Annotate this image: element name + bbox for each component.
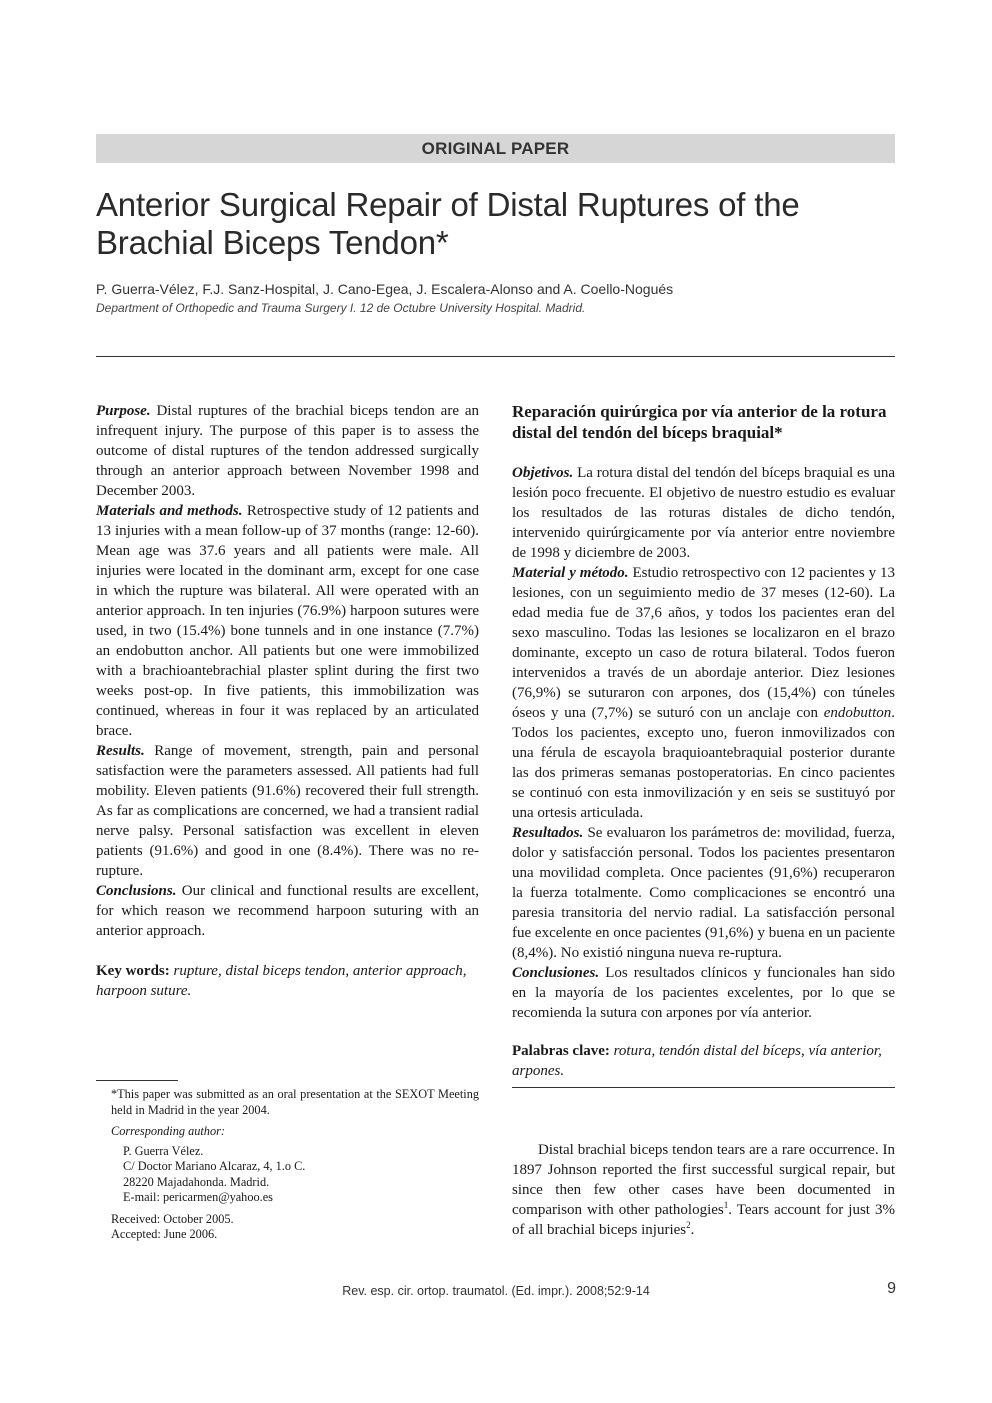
abstract-methods	[96, 501, 479, 741]
author-list: P. Guerra-Vélez, F.J. Sanz-Hospital, J. Cano-Egea, J. Escalera-Alonso and A. Coello-Nogués	[96, 281, 674, 297]
metodo-term: endobutton	[823, 705, 892, 721]
abstract-spanish	[512, 401, 895, 1023]
palabras-text: rotura, tendón distal del bíceps, vía anterior, arpones.	[512, 1043, 882, 1079]
abstract-divider	[512, 1087, 895, 1088]
abstract-results	[96, 741, 479, 881]
email-line: E-mail: pericarmen@yahoo.es	[123, 1190, 273, 1204]
page-number: 9	[887, 1280, 896, 1297]
intro-text: . Tears account for just 3% of all brachial biceps injuries	[512, 1202, 895, 1238]
methods-label: Materials and methods.	[96, 503, 243, 519]
metodo-text-b: . Todos los pacientes, excepto uno, fueron inmovilizados con una férula de escayola braquioantebraquial posterior durante las dos primeras semanas postoperatorias. En cinco pacientes se continuó con esta inmovilización y en seis se sustituyó por una ortesis articulada.	[512, 705, 895, 821]
results-label: Results.	[96, 743, 145, 759]
conclusions-text: Our clinical and functional results are excellent, for which reason we recommend harpoon suturing with an anterior approach.	[96, 883, 479, 939]
corresponding-address	[111, 1144, 479, 1206]
header-divider	[96, 356, 895, 357]
citation-ref: 1	[723, 1200, 729, 1210]
abstract-purpose	[96, 401, 479, 501]
intro-text: .	[690, 1222, 695, 1238]
conclusiones-label: Conclusiones.	[512, 965, 600, 981]
article-title: Anterior Surgical Repair of Distal Ruptures of the Brachial Biceps Tendon*	[96, 186, 800, 261]
accepted-date: Accepted: June 2006.	[111, 1227, 218, 1241]
results-text: Range of movement, strength, pain and personal satisfaction were the parameters assessed. All patients had full mobility. Eleven patients (91.6%) recovered their full strength. As far as complications are concerned, we had a transient radial nerve palsy. Personal satisfaction was excellent in eleven patients (91.6%) and good in one (8.4%). There was no re-rupture.	[96, 743, 480, 879]
objetivos-text: La rotura distal del tendón del bíceps braquial es una lesión poco frecuente. El objetivo de nuestro estudio es evaluar los resultados de las roturas distales de dicho tendón, intervenido quirúrgicamente por vía anterior entre noviembre de 1998 y diciembre de 2003.	[512, 465, 896, 561]
address-line: P. Guerra Vélez.	[123, 1143, 204, 1158]
presentation-note: *This paper was submitted as an oral presentation at the SEXOT Meeting held in Madrid in the year 2004.	[111, 1087, 479, 1117]
abstract-conclusions	[96, 881, 479, 941]
resumen-resultados	[512, 823, 895, 963]
address-line: C/ Doctor Mariano Alcaraz, 4, 1.o C.	[123, 1159, 306, 1173]
keywords	[96, 961, 479, 1001]
corresponding-label: Corresponding author:	[111, 1124, 225, 1138]
resumen-conclusiones	[512, 963, 895, 1023]
resumen-objetivos	[512, 463, 895, 563]
keywords-label: Key words:	[96, 963, 170, 979]
received-date: Received: October 2005.	[111, 1211, 234, 1226]
resumen-metodo	[512, 563, 895, 823]
conclusions-label: Conclusions.	[96, 883, 177, 899]
journal-citation: Rev. esp. cir. ortop. traumatol. (Ed. impr.). 2008;52:9-14	[342, 1284, 650, 1298]
resultados-text: Se evaluaron los parámetros de: movilidad, fuerza, dolor y satisfacción personal. Todos los pacientes presentaron una movilidad completa. Once pacientes (91,6%) recuperaron la fuerza totalmente. Como complicaciones se encontró una paresia transitoria del nervio radial. La satisfacción personal fue excelente en once pacientes (91,6%) y buena en un paciente (8,4%). No existió ninguna nueva re-ruptura.	[512, 825, 895, 961]
resultados-label: Resultados.	[512, 825, 584, 841]
methods-text: Retrospective study of 12 patients and 13 injuries with a mean follow-up of 37 months (range: 12-60). Mean age was 37.6 years and all patients were male. All injuries were located in the dominant arm, except for one case in which the rupture was bilateral. All were operated with an anterior approach. In ten injuries (76.9%) harpoon sutures were used, in two (15.4%) bone tunnels and in one instance (7.7%) an endobutton anchor. All patients but one were immobilized with a brachioantebrachial plaster splint during the first two weeks post-op. In five patients, this immobilization was continued, whereas in four it was replaced by an articulated brace.	[96, 503, 480, 739]
metodo-label: Material y método.	[512, 565, 629, 581]
section-banner	[96, 134, 895, 163]
palabras-label: Palabras clave:	[512, 1043, 610, 1059]
keywords-text: rupture, distal biceps tendon, anterior approach, harpoon suture.	[96, 963, 467, 999]
submission-dates	[111, 1212, 479, 1243]
conclusiones-text: Los resultados clínicos y funcionales han sido en la mayoría de los pacientes excelentes, por lo que se recomienda la sutura con arpones por vía anterior.	[512, 965, 896, 1021]
footnote	[111, 1087, 479, 1243]
intro-text: Distal brachial biceps tendon tears are a rare occurrence. In 1897 Johnson reported the first successful surgical repair, but since then few other cases have been documented in comparison with other pathologies	[512, 1142, 895, 1218]
metodo-text-a: Estudio retrospectivo con 12 pacientes y 13 lesiones, con un seguimiento medio de 37 meses (12-60). La edad media fue de 37,6 años, y todos los pacientes eran del sexo masculino. Todas las lesiones se localizaron en el brazo dominante, excepto un caso de rotura bilateral. Todos fueron intervenidos a través de un abordaje anterior. Diez lesiones (76,9%) se suturaron con arpones, dos (15,4%) con túneles óseos y una (7,7%) se suturó con un anclaje con	[512, 565, 895, 721]
address-line: 28220 Majadahonda. Madrid.	[123, 1174, 270, 1189]
objetivos-label: Objetivos.	[512, 465, 574, 481]
spanish-title: Reparación quirúrgica por vía anterior de la rotura distal del tendón del bíceps braquial*	[512, 402, 887, 442]
palabras-clave	[512, 1041, 895, 1081]
purpose-label: Purpose.	[96, 403, 151, 419]
affiliation: Department of Orthopedic and Trauma Surgery I. 12 de Octubre University Hospital. Madrid.	[96, 301, 586, 315]
introduction-paragraph	[512, 1140, 895, 1240]
section-label: ORIGINAL PAPER	[421, 138, 570, 158]
purpose-text: Distal ruptures of the brachial biceps tendon are an infrequent injury. The purpose of this paper is to assess the outcome of distal ruptures of the tendon addressed surgically through an anterior approach between November 1998 and December 2003.	[96, 403, 479, 499]
citation-ref: 2	[686, 1220, 691, 1230]
abstract-english	[96, 401, 479, 941]
footnote-divider	[96, 1080, 178, 1081]
